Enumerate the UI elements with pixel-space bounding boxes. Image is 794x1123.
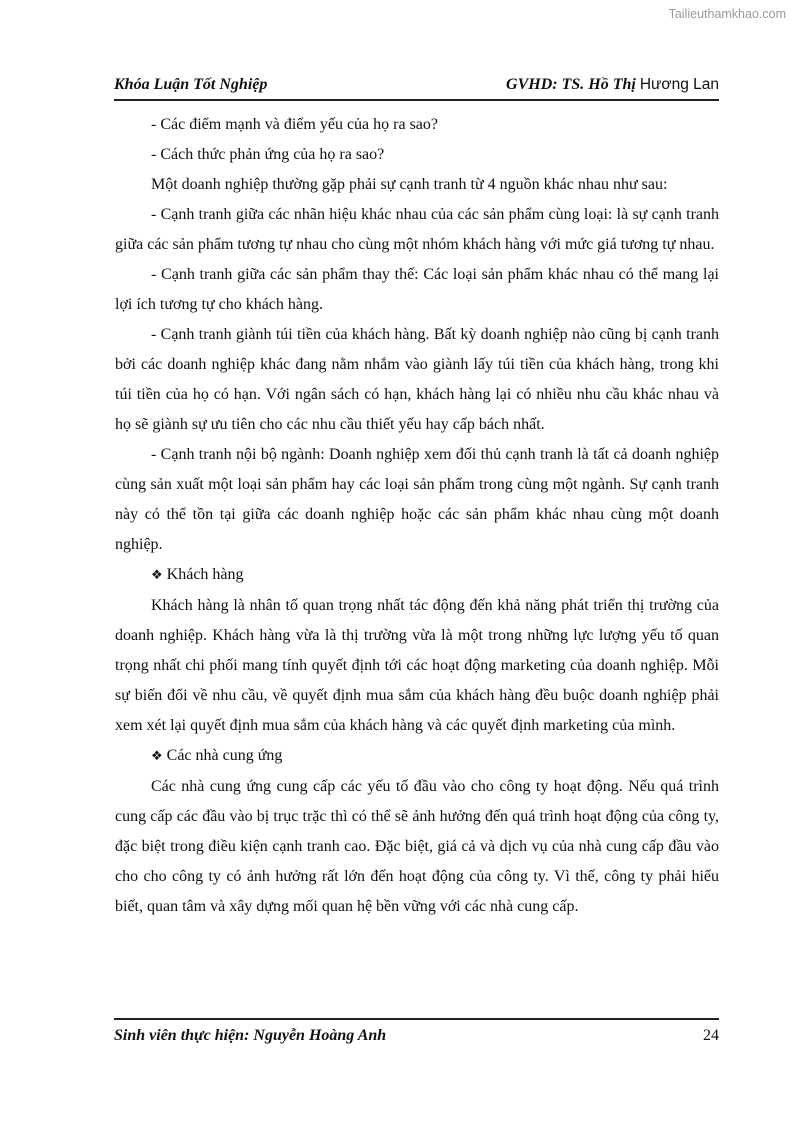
- section-heading-customers: [115, 560, 719, 591]
- section-heading-label: Khách hàng: [166, 566, 244, 583]
- paragraph: - Cách thức phản ứng của họ ra sao?: [151, 146, 385, 163]
- header-thesis-title: Khóa Luận Tốt Nghiệp: [114, 76, 268, 93]
- footer-student-name: Sinh viên thực hiện: Nguyễn Hoàng Anh: [114, 1027, 387, 1044]
- page-header: [114, 76, 719, 94]
- header-advisor: [506, 76, 719, 94]
- paragraph: - Cạnh tranh giữa các nhãn hiệu khác nhau của các sản phẩm cùng loại: là sự cạnh tranh giữa các sản phẩm tương tự nhau cho cùng một nhóm khách hàng với mức giá tương tự nhau.: [115, 206, 719, 253]
- diamond-bullet-icon: ❖: [151, 749, 163, 764]
- paragraph: - Cạnh tranh nội bộ ngành: Doanh nghiệp xem đối thủ cạnh tranh là tất cả doanh nghiệp cùng sản xuất một loại sản phẩm hay các loại sản phẩm trong cùng một ngành. Sự cạnh tranh này có thể tồn tại giữa các doanh nghiệp hoặc các sản phẩm khác nhau cùng một doanh nghiệp.: [115, 446, 719, 553]
- diamond-bullet-icon: ❖: [151, 568, 163, 583]
- paragraph: - Các điểm mạnh và điểm yếu của họ ra sao?: [151, 116, 438, 133]
- paragraph: - Cạnh tranh giữa các sản phẩm thay thế: Các loại sản phẩm khác nhau có thể mang lại lợi ích tương tự cho khách hàng.: [115, 266, 719, 313]
- header-advisor-plain: Hương Lan: [639, 76, 719, 93]
- paragraph: Các nhà cung ứng cung cấp các yếu tố đầu vào cho công ty hoạt động. Nếu quá trình cung cấp các đầu vào bị trục trặc thì có thể sẽ ảnh hưởng đến quá trình hoạt động của công ty, đặc biệt trong điều kiện cạnh tranh cao. Đặc biệt, giá cả và dịch vụ của nhà cung cấp đầu vào cho cho công ty có ảnh hưởng rất lớn đến hoạt động của công ty. Vì thế, công ty phải hiểu biết, quan tâm và xây dựng mối quan hệ bền vững với các nhà cung cấp.: [115, 778, 719, 915]
- page-number: 24: [703, 1027, 719, 1044]
- header-advisor-bold: GVHD: TS. Hồ Thị: [506, 76, 636, 93]
- watermark: Tailieuthamkhao.com: [668, 7, 786, 21]
- page-footer: [114, 1027, 719, 1045]
- footer-rule: [114, 1018, 719, 1020]
- paragraph: Một doanh nghiệp thường gặp phải sự cạnh tranh từ 4 nguồn khác nhau như sau:: [151, 176, 668, 193]
- header-rule: [114, 99, 719, 101]
- paragraph: Khách hàng là nhân tố quan trọng nhất tác động đến khả năng phát triển thị trường của doanh nghiệp. Khách hàng vừa là thị trường vừa là một trong những lực lượng yếu tố quan trọng nhất chi phối mang tính quyết định tới các hoạt động marketing của doanh nghiệp. Mỗi sự biến đổi về nhu cầu, về quyết định mua sắm của khách hàng đều buộc doanh nghiệp phải xem xét lại quyết định mua sắm của khách hàng và các quyết định marketing của mình.: [115, 597, 719, 734]
- document-body: [115, 110, 719, 922]
- section-heading-suppliers: [115, 741, 719, 772]
- paragraph: - Cạnh tranh giành túi tiền của khách hàng. Bất kỳ doanh nghiệp nào cũng bị cạnh tranh bởi các doanh nghiệp khác đang nằm nhắm vào giành lấy túi tiền của khách hàng, trong khi túi tiền của họ có hạn. Với ngân sách có hạn, khách hàng lại có nhiều nhu cầu khác nhau và họ sẽ giành sự ưu tiên cho các nhu cầu thiết yếu hay cấp bách nhất.: [115, 326, 719, 433]
- section-heading-label: Các nhà cung ứng: [166, 747, 283, 764]
